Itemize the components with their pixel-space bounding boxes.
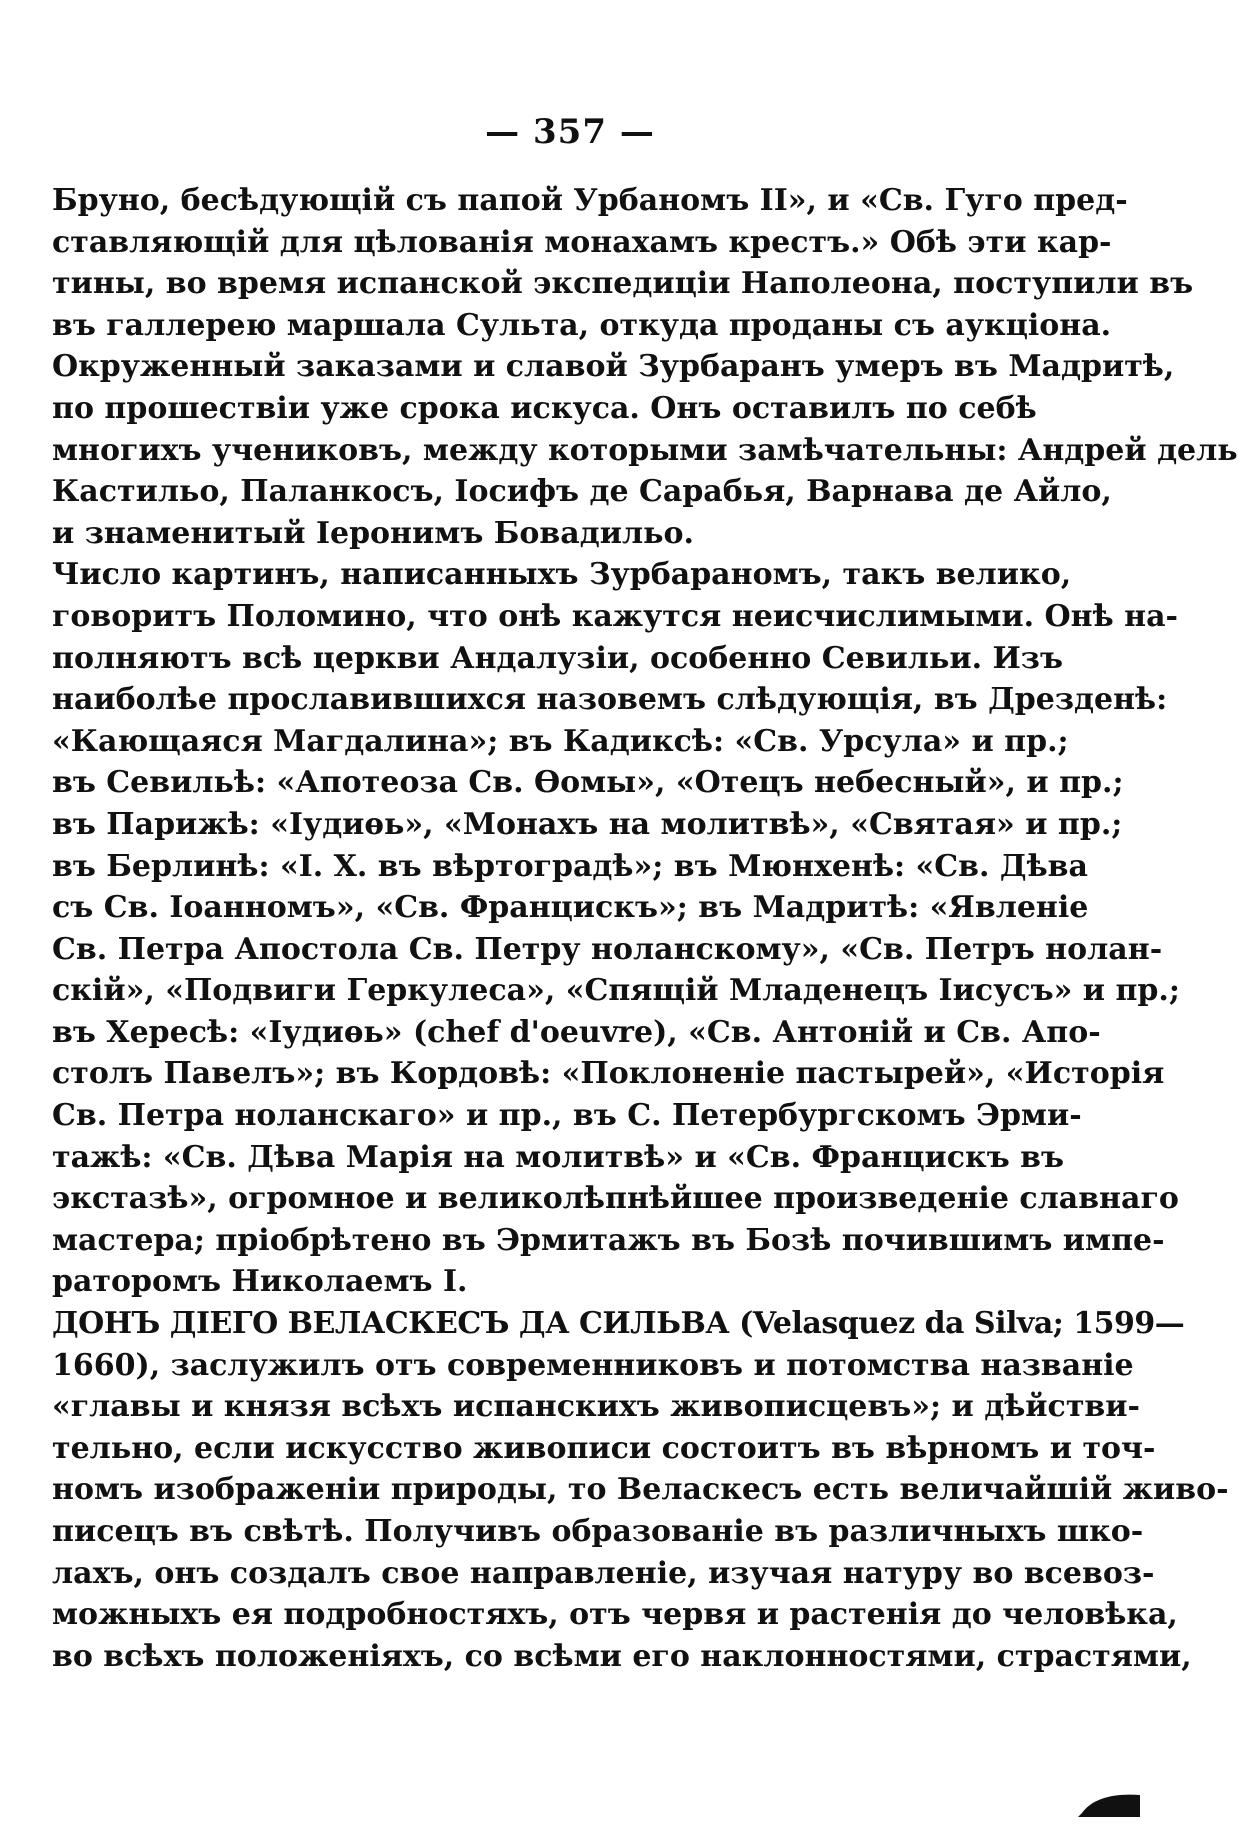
text-line: по прошествіи уже срока искуса. Онъ оставилъ по себѣ bbox=[52, 390, 1037, 426]
text-line: 1660), заслужилъ отъ современниковъ и потомства названіе bbox=[52, 1347, 1134, 1383]
text-line: въ Хересѣ: «Іудиѳь» (chef d'oeuvre), «Св. Антоній и Св. Апо- bbox=[52, 1014, 1101, 1050]
text-line: Св. Петра ноланскаго» и пр., въ С. Петербургскомъ Эрми- bbox=[52, 1098, 1082, 1134]
text-line: ДОНЪ ДІЕГО ВЕЛАСКЕСЪ ДА СИЛЬВА (Velasquez da Silva; 1599— bbox=[52, 1306, 1185, 1342]
text-line: Кастильо, Паланкосъ, Іосифъ де Сарабья, Варнава де Айло, bbox=[52, 474, 1112, 510]
text-line: раторомъ Николаемъ I. bbox=[52, 1264, 468, 1300]
text-line: тельно, если искусство живописи состоитъ въ вѣрномъ и точ- bbox=[52, 1430, 1156, 1466]
text-line: мастера; пріобрѣтено въ Эрмитажъ въ Бозѣ почившимъ импе- bbox=[52, 1222, 1165, 1258]
text-line: Число картинъ, написанныхъ Зурбараномъ, такъ велико, bbox=[52, 557, 1072, 593]
paragraph bbox=[52, 554, 1180, 1303]
page-number: — 357 — bbox=[485, 112, 655, 152]
text-line: во всѣхъ положеніяхъ, со всѣми его наклонностями, страстями, bbox=[52, 1638, 1192, 1674]
text-line: тажѣ: «Св. Дѣва Марія на молитвѣ» и «Св. Францискъ въ bbox=[52, 1139, 1065, 1175]
text-line: въ Берлинѣ: «І. Х. въ вѣртоградѣ»; въ Мюнхенѣ: «Св. Дѣва bbox=[52, 848, 1088, 884]
text-line: Окруженный заказами и славой Зурбаранъ умеръ въ Мадритѣ, bbox=[52, 349, 1175, 385]
text-line: писецъ въ свѣтѣ. Получивъ образованіе въ различныхъ шко- bbox=[52, 1514, 1144, 1549]
body-text bbox=[52, 180, 1238, 1677]
text-line: въ Севильѣ: «Апотеоза Св. Ѳомы», «Отецъ небесный», и пр.; bbox=[52, 765, 1124, 801]
text-line: «главы и князя всѣхъ испанскихъ живописцевъ»; и дѣйстви- bbox=[52, 1389, 1140, 1425]
paragraph bbox=[52, 1303, 1229, 1677]
text-line: экстазѣ», огромное и великолѣпнѣйшее произведеніе славнаго bbox=[52, 1181, 1179, 1217]
text-line: лахъ, онъ создалъ свое направленіе, изучая натуру во всевоз- bbox=[52, 1555, 1155, 1591]
text-line: номъ изображеніи природы, то Веласкесъ есть величайшій живо- bbox=[52, 1472, 1229, 1508]
paragraph bbox=[52, 180, 1194, 346]
text-line: въ галлерею маршала Сульта, откуда проданы съ аукціона. bbox=[52, 307, 1112, 343]
text-line: Бруно, бесѣдующій съ папой Урбаномъ II», и «Св. Гуго пред- bbox=[52, 183, 1128, 218]
text-line: полняютъ всѣ церкви Андалузіи, особенно Севильи. Изъ bbox=[52, 640, 1063, 676]
text-line: скій», «Подвиги Геркулеса», «Спящій Младенецъ Іисусъ» и пр.; bbox=[52, 973, 1180, 1009]
text-line: столъ Павелъ»; въ Кордовѣ: «Поклоненіе пастырей», «Исторія bbox=[52, 1056, 1165, 1092]
text-line: наиболѣе прославившихся назовемъ слѣдующія, въ Дрезденѣ: bbox=[52, 682, 1168, 718]
paragraph bbox=[52, 346, 1238, 554]
corner-smudge-icon bbox=[1078, 1789, 1140, 1817]
text-line: говоритъ Поломино, что онѣ кажутся неисчислимыми. Онѣ на- bbox=[52, 598, 1179, 634]
text-line: можныхъ ея подробностяхъ, отъ червя и растенія до человѣка, bbox=[52, 1597, 1178, 1633]
text-line: съ Св. Іоанномъ», «Св. Францискъ»; въ Мадритѣ: «Явленіе bbox=[52, 890, 1089, 926]
text-line: «Кающаяся Магдалина»; въ Кадиксѣ: «Св. Урсула» и пр.; bbox=[52, 723, 1069, 759]
text-line: и знаменитый Іеронимъ Бовадильо. bbox=[52, 515, 694, 551]
text-line: многихъ учениковъ, между которыми замѣчательны: Андрей дель bbox=[52, 432, 1238, 468]
text-line: ставляющій для цѣлованія монахамъ крестъ.» Обѣ эти кар- bbox=[52, 224, 1112, 260]
text-line: въ Парижѣ: «Іудиѳь», «Монахъ на молитвѣ», «Святая» и пр.; bbox=[52, 806, 1123, 842]
text-line: тины, во время испанской экспедиціи Наполеона, поступили въ bbox=[52, 266, 1194, 302]
text-line: Св. Петра Апостола Св. Петру ноланскому», «Св. Петръ нолан- bbox=[52, 931, 1163, 967]
